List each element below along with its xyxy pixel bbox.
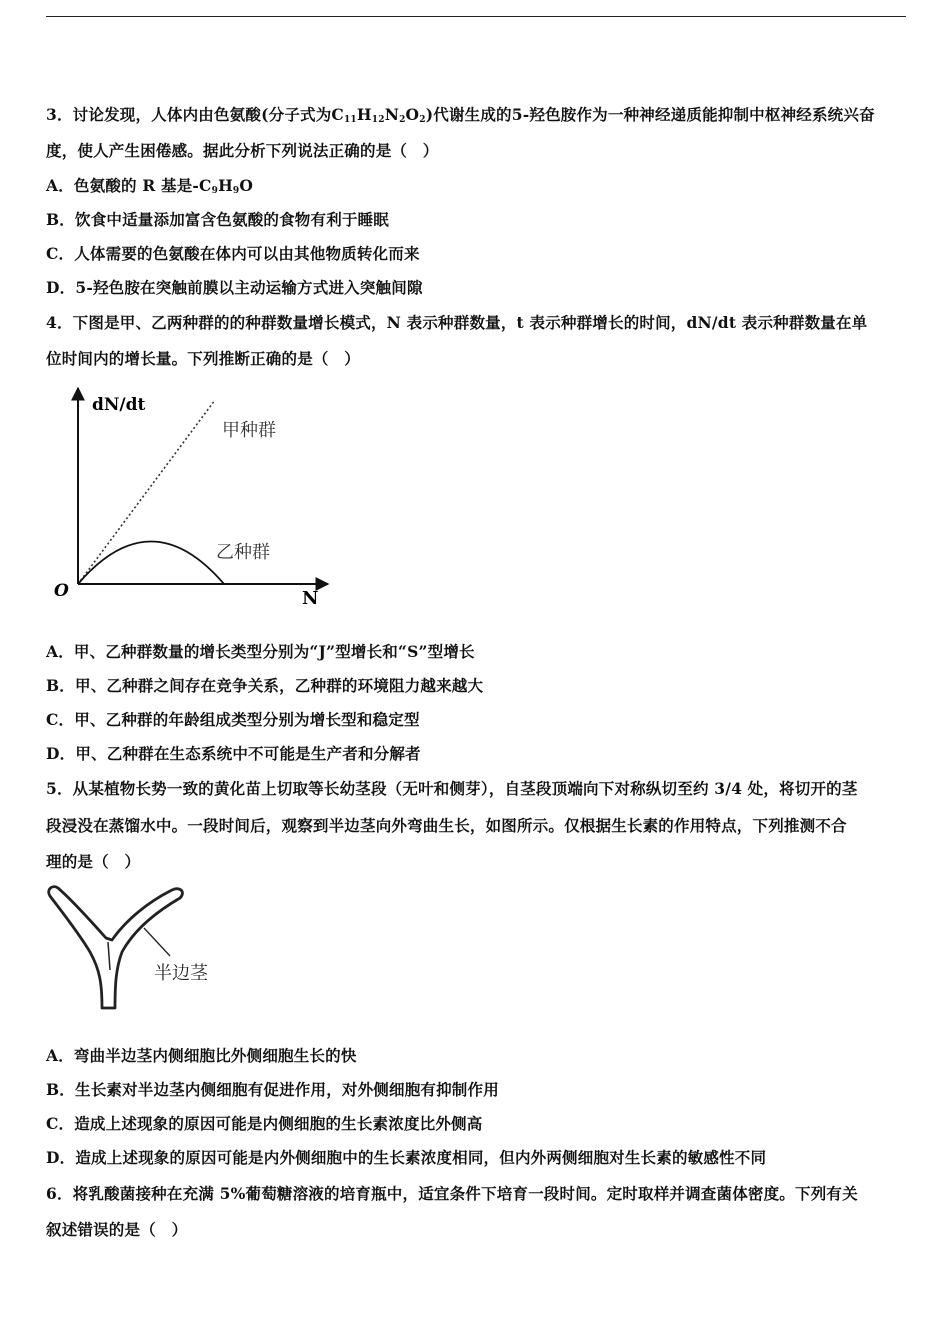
origin-label: O xyxy=(54,581,69,601)
q5-split-stem-figure xyxy=(44,880,244,1020)
q6-stem-line1: 6．将乳酸菌接种在充满 5%葡萄糖溶液的培育瓶中，适宜条件下培育一段时间。定时取样并调查菌体密度。下列有关 xyxy=(46,1184,858,1203)
series-a-label: 甲种群 xyxy=(222,420,276,441)
q5-option-d: D．造成上述现象的原因可能是内外侧细胞中的生长素浓度相同，但内外两侧细胞对生长素的敏感性不同 xyxy=(46,1148,767,1167)
q3-option-b: B．饮食中适量添加富含色氨酸的食物有利于睡眠 xyxy=(46,210,390,229)
y-axis-label: dN/dt xyxy=(92,395,146,415)
q4-stem-line2: 位时间内的增长量。下列推断正确的是（ ） xyxy=(46,349,361,368)
q6-stem-line2: 叙述错误的是（ ） xyxy=(46,1220,188,1239)
figure-pointer-line xyxy=(144,928,170,956)
split-stem-inner-edge xyxy=(108,942,110,970)
q3-option-d: D．5-羟色胺在突触前膜以主动运输方式进入突触间隙 xyxy=(46,278,423,297)
q3-stem-line1: 3．讨论发现，人体内由色氨酸(分子式为$C_{11}H_{12}N_2O_2$)代谢生成的5-羟色胺作为一种神经递质能抑制中枢神经系统兴奋 xyxy=(46,105,875,125)
series-b-label: 乙种群 xyxy=(216,542,270,563)
x-axis-label: N xyxy=(302,588,319,609)
q3-option-c: C．人体需要的色氨酸在体内可以由其他物质转化而来 xyxy=(46,244,420,263)
q5-stem-line2: 段浸没在蒸馏水中。一段时间后，观察到半边茎向外弯曲生长，如图所示。仅根据生长素的作用特点，下列推测不合 xyxy=(46,816,847,835)
figure-label: 半边茎 xyxy=(154,963,208,984)
series-b-curve xyxy=(78,542,224,585)
q4-stem-line1: 4．下图是甲、乙两种群的的种群数量增长模式，N 表示种群数量，t 表示种群增长的时间，dN/dt 表示种群数量在单 xyxy=(46,313,868,332)
header-rule xyxy=(46,16,906,17)
q5-stem-line1: 5．从某植物长势一致的黄化苗上切取等长幼茎段（无叶和侧芽），自茎段顶端向下对称纵切至约 3/4 处，将切开的茎 xyxy=(46,779,858,798)
q5-option-a: A．弯曲半边茎内侧细胞比外侧细胞生长的快 xyxy=(46,1046,357,1065)
q4-option-a: A．甲、乙种群数量的增长类型分别为“J”型增长和“S”型增长 xyxy=(46,642,475,661)
q4-option-d: D．甲、乙种群在生态系统中不可能是生产者和分解者 xyxy=(46,744,421,763)
q3-stem-line2: 度，使人产生困倦感。据此分析下列说法正确的是（ ） xyxy=(46,141,439,160)
q4-option-b: B．甲、乙种群之间存在竞争关系，乙种群的环境阻力越来越大 xyxy=(46,676,484,695)
q3-option-a: A．色氨酸的 R 基是$-C_9H_9O$ xyxy=(46,176,254,196)
q5-option-b: B．生长素对半边茎内侧细胞有促进作用，对外侧细胞有抑制作用 xyxy=(46,1080,499,1099)
q4-option-c: C．甲、乙种群的年龄组成类型分别为增长型和稳定型 xyxy=(46,710,420,729)
q4-growth-figure xyxy=(40,378,340,613)
q5-stem-line3: 理的是（ ） xyxy=(46,852,141,871)
q5-option-c: C．造成上述现象的原因可能是内侧细胞的生长素浓度比外侧高 xyxy=(46,1114,483,1133)
